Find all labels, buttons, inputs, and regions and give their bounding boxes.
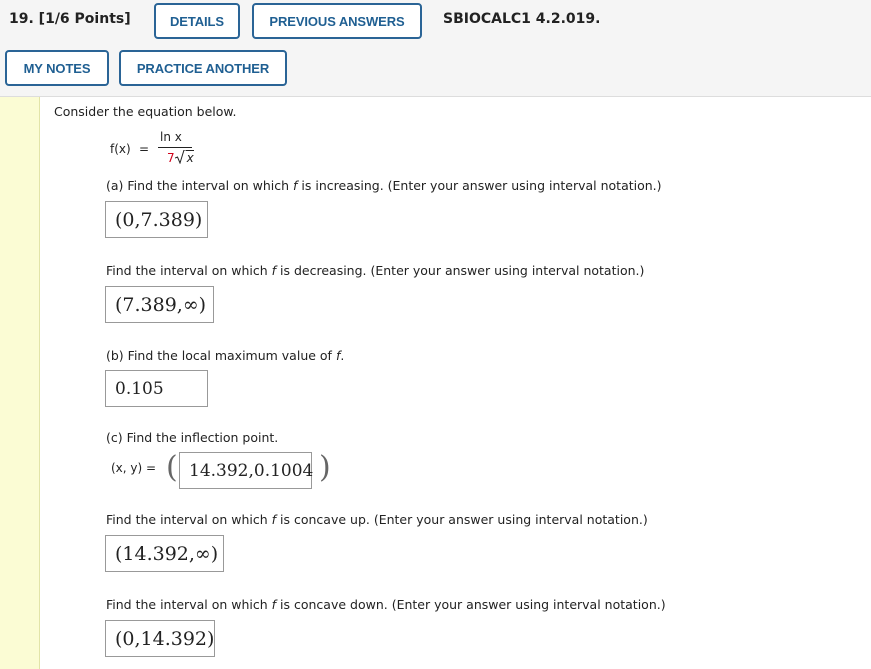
problem-code: SBIOCALC1 4.2.019. (443, 11, 601, 27)
question-sidebar (0, 97, 40, 669)
practice-another-button[interactable]: PRACTICE ANOTHER (119, 50, 287, 86)
prompt-local-max: (b) Find the local maximum value of f. (106, 348, 345, 363)
answer-inflection[interactable]: 14.392,0.1004 (179, 452, 312, 489)
radicand: x (186, 151, 194, 165)
answer-concave-down[interactable]: (0,14.392) (105, 620, 215, 657)
answer-concave-up[interactable]: (14.392,∞) (105, 535, 224, 572)
coefficient: 7 (167, 151, 175, 165)
question-header (0, 0, 871, 97)
question-number: 19. [1/6 Points] (9, 11, 131, 27)
fraction-denominator (167, 150, 194, 165)
inflection-label: (x, y) = (111, 461, 157, 475)
problem-intro: Consider the equation below. (54, 104, 237, 119)
equals-sign: = (139, 142, 150, 156)
left-paren: ( (166, 450, 178, 485)
sqrt-icon (175, 150, 186, 164)
prompt-concave-up: Find the interval on which f is concave up. (Enter your answer using interval notation.) (106, 512, 648, 527)
answer-increasing[interactable]: (0,7.389) (105, 201, 208, 238)
previous-answers-button[interactable]: PREVIOUS ANSWERS (252, 3, 422, 39)
answer-local-max[interactable]: 0.105 (105, 370, 208, 407)
prompt-decreasing: Find the interval on which f is decreasing. (Enter your answer using interval notation.) (106, 263, 645, 278)
prompt-inflection: (c) Find the inflection point. (106, 430, 279, 445)
function-label: f(x) (110, 142, 131, 156)
prompt-concave-down: Find the interval on which f is concave down. (Enter your answer using interval notation.) (106, 597, 666, 612)
details-button[interactable]: DETAILS (154, 3, 240, 39)
answer-decreasing[interactable]: (7.389,∞) (105, 286, 214, 323)
fraction-numerator: ln x (160, 130, 182, 144)
fraction-bar (158, 147, 192, 148)
right-paren: ) (319, 450, 331, 485)
prompt-increasing: (a) Find the interval on which f is increasing. (Enter your answer using interval notation.) (106, 178, 662, 193)
my-notes-button[interactable]: MY NOTES (5, 50, 109, 86)
